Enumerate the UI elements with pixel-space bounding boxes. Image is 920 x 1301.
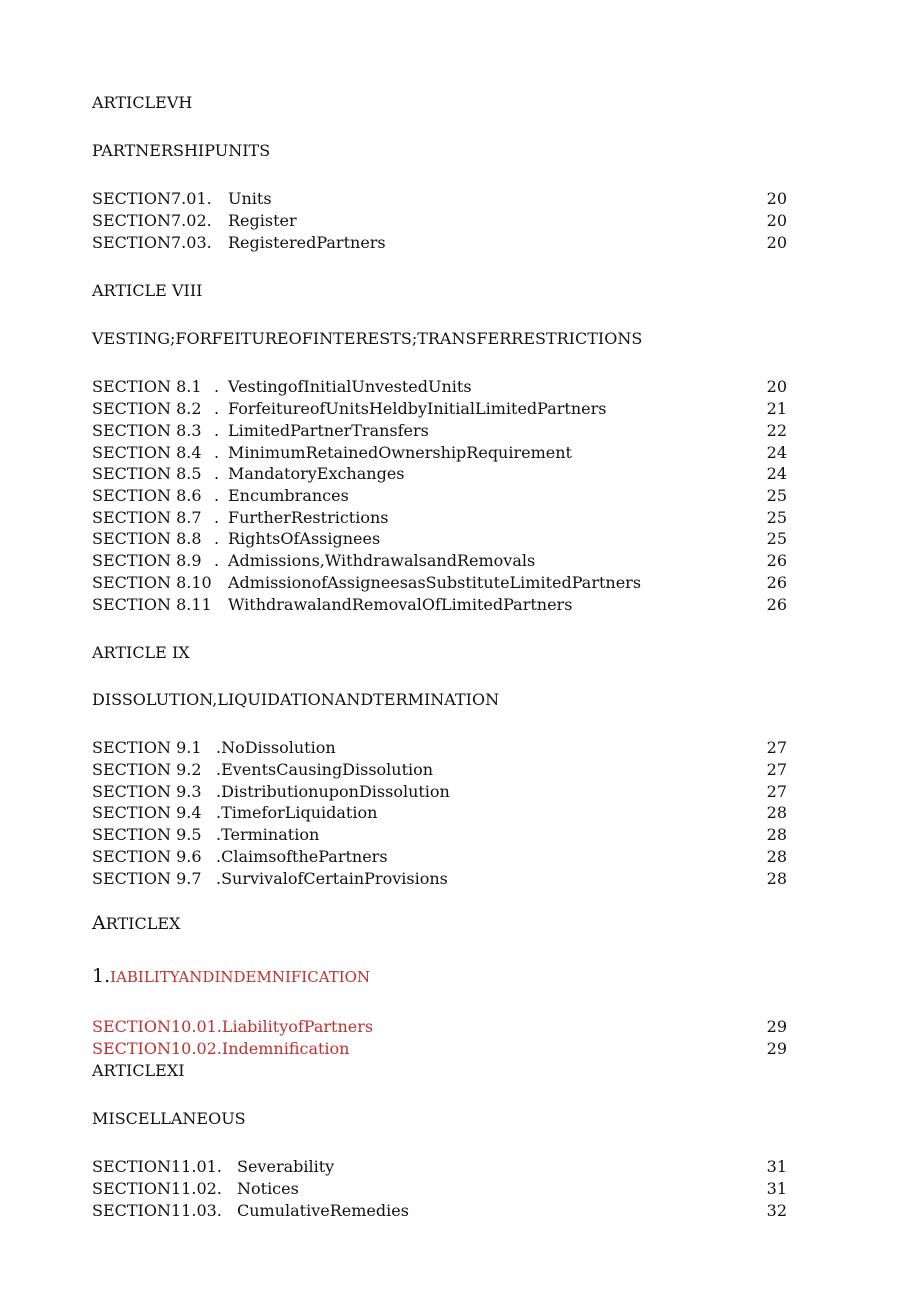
section-dot: . [214,551,220,570]
section-entry: SECTION10.02.Indemnification [92,1039,350,1058]
section-dot: . [214,399,220,418]
toc-row [92,782,787,802]
page-number: 29 [766,1017,787,1036]
toc-row [92,211,787,231]
page-number: 31 [766,1179,787,1198]
section-number: SECTION 8.9 [92,551,202,570]
page-number: 20 [766,233,787,252]
page-number: 28 [766,869,787,888]
toc-row [92,551,787,571]
article-10-heading-rest: RTICLEX [105,914,181,933]
section-dot: . [214,377,220,396]
section-number: SECTION 8.7 [92,508,202,527]
section-title: .Termination [216,825,320,844]
article-8-title: VESTING;FORFEITUREOFINTERESTS;TRANSFERRESTRICTIONS [92,329,643,348]
section-title: .ClaimsofthePartners [216,847,388,866]
toc-row [92,189,787,209]
toc-row [92,869,787,889]
section-title: VestingofInitialUnvestedUnits [228,377,472,396]
section-title: AdmissionofAssigneesasSubstituteLimitedPartners [228,573,642,592]
section-number: SECTION 9.2 [92,760,202,779]
section-number: SECTION 9.4 [92,803,202,822]
toc-row [92,1157,787,1177]
article-7-heading: ARTICLEVH [92,93,193,112]
toc-row [92,760,787,780]
section-title: CumulativeRemedies [237,1201,409,1220]
page-number: 25 [766,529,787,548]
section-number: SECTION 9.7 [92,869,202,888]
page-number: 20 [766,211,787,230]
toc-row [92,529,787,549]
toc-row [92,738,787,758]
page-number: 27 [766,738,787,757]
toc-row [92,421,787,441]
section-dot: . [214,421,220,440]
page-number: 25 [766,508,787,527]
toc-row [92,443,787,463]
toc-row [92,847,787,867]
section-dot: . [214,464,220,483]
section-dot: . [214,443,220,462]
article-7-title: PARTNERSHIPUNITS [92,141,271,160]
article-10-heading-cap: A [92,912,106,934]
page-number: 24 [766,443,787,462]
section-number: SECTION 8.1 [92,377,202,396]
article-11-title: MISCELLANEOUS [92,1109,246,1128]
page-number: 29 [766,1039,787,1058]
toc-row [92,573,787,593]
section-title: RegisteredPartners [228,233,386,252]
toc-row [92,377,787,397]
page-number: 26 [766,595,787,614]
page-number: 20 [766,377,787,396]
section-title: Admissions,WithdrawalsandRemovals [228,551,536,570]
article-10-title-rest: IABILITYANDINDEMNIFICATION [110,968,371,986]
section-number: SECTION 8.2 [92,399,202,418]
article-9-title: DISSOLUTION,LIQUIDATIONANDTERMINATION [92,690,500,709]
section-number: SECTION11.02. [92,1179,222,1198]
article-9-heading: ARTICLE IX [92,643,190,662]
section-title: WithdrawalandRemovalOfLimitedPartners [228,595,573,614]
section-title: Encumbrances [228,486,349,505]
page-number: 27 [766,782,787,801]
section-number: SECTION 9.3 [92,782,202,801]
section-title: .DistributionuponDissolution [216,782,450,801]
page-number: 24 [766,464,787,483]
toc-row [92,803,787,823]
section-number: SECTION7.02. [92,211,212,230]
page-number: 27 [766,760,787,779]
section-number: SECTION 9.6 [92,847,202,866]
section-title: FurtherRestrictions [228,508,389,527]
page-number: 28 [766,825,787,844]
page-number: 26 [766,551,787,570]
section-number: SECTION 8.5 [92,464,202,483]
toc-row [92,1039,787,1059]
section-number: SECTION 8.8 [92,529,202,548]
toc-row [92,595,787,615]
toc-row [92,825,787,845]
toc-row [92,464,787,484]
section-title: Notices [237,1179,299,1198]
section-number: SECTION 8.3 [92,421,202,440]
page-number: 28 [766,803,787,822]
toc-row [92,1179,787,1199]
section-title: Severability [237,1157,335,1176]
toc-row [92,1017,787,1037]
section-number: SECTION11.01. [92,1157,222,1176]
article-10-heading [92,913,180,934]
section-dot: . [214,529,220,548]
toc-row [92,233,787,253]
section-dot: . [214,508,220,527]
section-title: .EventsCausingDissolution [216,760,434,779]
page-number: 31 [766,1157,787,1176]
section-number: SECTION 8.11 [92,595,212,614]
section-title: .TimeforLiquidation [216,803,378,822]
section-title: MandatoryExchanges [228,464,405,483]
section-title: MinimumRetainedOwnershipRequirement [228,443,572,462]
page-number: 28 [766,847,787,866]
section-dot: . [214,486,220,505]
article-10-title [92,966,370,987]
section-number: SECTION 9.5 [92,825,202,844]
page-number: 20 [766,189,787,208]
toc-row [92,486,787,506]
section-title: .SurvivalofCertainProvisions [216,869,448,888]
page-number: 26 [766,573,787,592]
section-entry: SECTION10.01.LiabilityofPartners [92,1017,374,1036]
toc-row [92,508,787,528]
article-8-heading: ARTICLE VIII [92,281,203,300]
section-number: SECTION 8.6 [92,486,202,505]
section-title: ForfeitureofUnitsHeldbyInitialLimitedPartners [228,399,607,418]
section-number: SECTION 8.10 [92,573,212,592]
page-number: 22 [766,421,787,440]
page-number: 32 [766,1201,787,1220]
section-number: SECTION 8.4 [92,443,202,462]
article-11-heading: ARTICLEXI [92,1061,185,1080]
toc-row [92,1201,787,1221]
section-number: SECTION11.03. [92,1201,222,1220]
section-title: LimitedPartnerTransfers [228,421,429,440]
section-title: Register [228,211,297,230]
section-title: .NoDissolution [216,738,336,757]
section-number: SECTION7.01. [92,189,212,208]
article-10-title-prefix: 1. [92,965,111,987]
section-title: RightsOfAssignees [228,529,381,548]
page-number: 21 [766,399,787,418]
page-number: 25 [766,486,787,505]
section-title: Units [228,189,272,208]
toc-row [92,399,787,419]
section-number: SECTION 9.1 [92,738,202,757]
section-number: SECTION7.03. [92,233,212,252]
